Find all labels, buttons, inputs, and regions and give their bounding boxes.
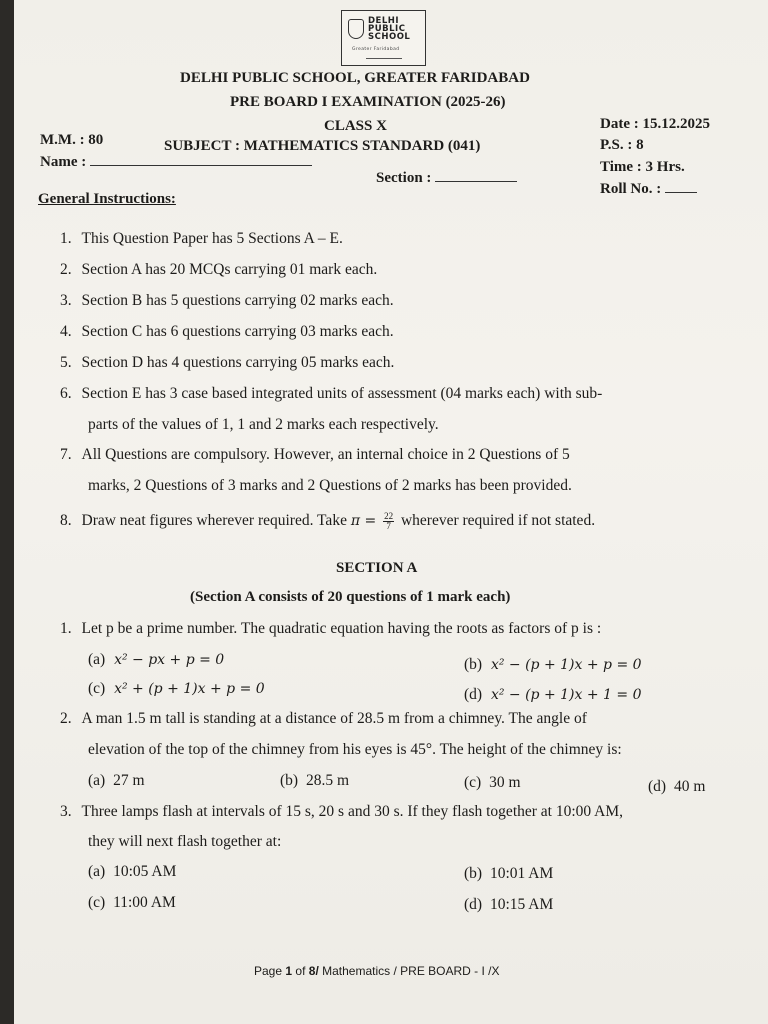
- instructions-heading: General Instructions:: [38, 191, 176, 207]
- logo-word-1: DELHI: [368, 16, 400, 26]
- logo-divider: [366, 58, 402, 59]
- page-footer: Page 1 of 8/ Mathematics / PRE BOARD - I /X: [254, 964, 500, 978]
- instruction-item: 1. This Question Paper has 5 Sections A – E.: [60, 230, 343, 247]
- school-crest-icon: [348, 19, 364, 39]
- question-text: 3. Three lamps flash at intervals of 15 s, 20 s and 30 s. If they flash together at 10:00 AM,: [60, 803, 624, 820]
- option-a: (a) x² − px + p = 0: [88, 651, 225, 668]
- instruction-item: 2. Section A has 20 MCQs carrying 01 mark each.: [60, 261, 378, 278]
- option-a: (a) 10:05 AM: [88, 863, 177, 880]
- instruction-item: 8. Draw neat figures wherever required. Take π = $\frac{22}{7}$ wherever required if not stated.: [60, 511, 596, 531]
- section-label: Section :: [376, 170, 432, 186]
- max-marks: M.M. : 80: [40, 132, 104, 148]
- exam-paper: [14, 0, 768, 1024]
- section-blank: [435, 181, 517, 182]
- option-b: (b) 28.5 m: [280, 772, 350, 789]
- logo-word-2: PUBLIC: [368, 24, 406, 34]
- option-d: (d) 10:15 AM: [464, 896, 554, 913]
- option-d: (d) x² − (p + 1)x + 1 = 0: [464, 686, 642, 703]
- option-c: (c) 11:00 AM: [88, 894, 176, 911]
- option-d: (d) 40 m: [648, 778, 706, 795]
- question-text: 2. A man 1.5 m tall is standing at a distance of 28.5 m from a chimney. The angle of: [60, 710, 587, 727]
- roll-no-field: [600, 181, 697, 198]
- instruction-item: 5. Section D has 4 questions carrying 05 marks each.: [60, 354, 395, 371]
- section-field: [376, 170, 517, 187]
- logo-wordmark: [368, 17, 410, 41]
- fraction-22-7: $\frac{22}{7}$: [384, 511, 394, 531]
- logo-subtext: Greater Faridabad: [352, 47, 400, 52]
- section-a-subtitle: (Section A consists of 20 questions of 1 mark each): [190, 589, 511, 605]
- subject-label: SUBJECT : MATHEMATICS STANDARD (041): [164, 138, 481, 154]
- roll-no-label: Roll No. :: [600, 181, 662, 197]
- page-count: P.S. : 8: [600, 137, 644, 153]
- question-text-continuation: they will next flash together at:: [88, 833, 282, 850]
- option-b: (b) 10:01 AM: [464, 865, 554, 882]
- exam-title: PRE BOARD I EXAMINATION (2025-26): [230, 94, 506, 110]
- name-label: Name :: [40, 154, 87, 170]
- question-text: 1. Let p be a prime number. The quadratic equation having the roots as factors of p is :: [60, 620, 602, 637]
- instruction-item: 3. Section B has 5 questions carrying 02 marks each.: [60, 292, 394, 309]
- instruction-item-continuation: parts of the values of 1, 1 and 2 marks each respectively.: [88, 416, 439, 433]
- option-b: (b) x² − (p + 1)x + p = 0: [464, 656, 642, 673]
- school-name: DELHI PUBLIC SCHOOL, GREATER FARIDABAD: [180, 70, 530, 86]
- school-logo: [341, 10, 426, 66]
- option-a: (a) 27 m: [88, 772, 145, 789]
- instruction-item-continuation: marks, 2 Questions of 3 marks and 2 Questions of 2 marks has been provided.: [88, 477, 572, 494]
- instruction-item: 6. Section E has 3 case based integrated units of assessment (04 marks each) with sub-: [60, 385, 603, 402]
- class-label: CLASS X: [324, 118, 387, 134]
- question-text-continuation: elevation of the top of the chimney from his eyes is 45°. The height of the chimney is:: [88, 741, 622, 758]
- option-c: (c) x² + (p + 1)x + p = 0: [88, 680, 265, 697]
- instruction-item: 7. All Questions are compulsory. However, an internal choice in 2 Questions of 5: [60, 446, 570, 463]
- option-c: (c) 30 m: [464, 774, 521, 791]
- instruction-item: 4. Section C has 6 questions carrying 03 marks each.: [60, 323, 394, 340]
- exam-time: Time : 3 Hrs.: [600, 159, 685, 175]
- exam-date: Date : 15.12.2025: [600, 116, 710, 132]
- section-a-title: SECTION A: [336, 560, 418, 576]
- name-field: [40, 154, 312, 171]
- roll-no-blank: [665, 192, 697, 193]
- logo-word-3: SCHOOL: [368, 32, 411, 42]
- name-blank: [90, 165, 312, 166]
